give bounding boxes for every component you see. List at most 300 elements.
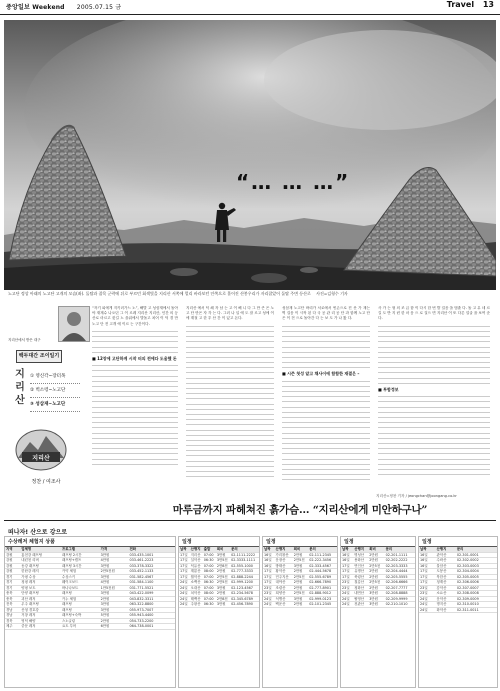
table-cell: 3만원 bbox=[100, 574, 129, 580]
table-cell: 16일 bbox=[419, 552, 436, 558]
section-divider bbox=[4, 520, 496, 521]
table-cell: 스노클링 bbox=[61, 618, 100, 624]
table-cell: 청평 레저 bbox=[20, 580, 61, 586]
article-column-4 bbox=[378, 306, 490, 492]
table-cell: 강원 bbox=[5, 563, 20, 569]
table-cell: 3만원 bbox=[368, 596, 384, 602]
table-cell: 3만원 bbox=[100, 591, 129, 597]
column-header: 지역 bbox=[5, 547, 20, 552]
table-cell: 17일 bbox=[419, 580, 436, 586]
table-cell: 3만5천 bbox=[216, 558, 230, 564]
table-cell: 033-461-2223 bbox=[128, 558, 175, 564]
table-cell: 오대산 bbox=[190, 585, 203, 591]
column-text: 사 가 는 형 의 조 급 함 이 다시 한 번 발 걸음 을 멈춘 다. 돌 고 무 네 르 길 도 반 지 런 한 마 음 으 로 걸으 면 지리산 이 또 다른 얼굴 을 보여 준다. bbox=[378, 306, 490, 321]
table-cell: 23일 bbox=[341, 580, 353, 586]
hero-photo bbox=[4, 20, 496, 290]
table-cell: 055-943-4400 bbox=[128, 613, 175, 619]
table-cell: 무주 래프팅 bbox=[20, 602, 61, 608]
table-cell: 2만5천 bbox=[368, 580, 384, 586]
table-cell: 2만원 bbox=[293, 585, 309, 591]
section-name: Travel bbox=[446, 0, 475, 9]
table-cell: 02-209-9999 bbox=[385, 596, 415, 602]
table-cell: 래프팅 bbox=[61, 607, 100, 613]
table-cell: 주왕산 bbox=[190, 602, 203, 608]
table-cell: 천관산 bbox=[353, 602, 368, 608]
table-cell: 17일 bbox=[179, 569, 190, 575]
table-cell: 02-306-0006 bbox=[456, 580, 497, 586]
table-cell: 16일 bbox=[419, 563, 436, 569]
series-char: 산 bbox=[15, 395, 25, 406]
table-cell: 가평 수상 bbox=[20, 574, 61, 580]
table-cell: 02-305-0005 bbox=[456, 574, 497, 580]
table-cell: 내연산 bbox=[353, 591, 368, 597]
listing-table bbox=[5, 547, 175, 630]
table-cell: 08:00 bbox=[203, 569, 216, 575]
table-cell: 덕유산 bbox=[190, 563, 203, 569]
table-cell: 02-555-1000 bbox=[230, 563, 259, 569]
series-logo bbox=[14, 426, 68, 472]
table-cell: 02-222-3456 bbox=[308, 558, 337, 564]
table-cell: 02-205-5555 bbox=[385, 574, 415, 580]
table-cell: 설악산 bbox=[190, 558, 203, 564]
table-cell: 2만원 bbox=[216, 591, 230, 597]
table-cell: 래프팅+캠프 bbox=[61, 558, 100, 564]
table-cell: 4만원 bbox=[100, 558, 129, 564]
table-cell: 유명산 bbox=[353, 569, 368, 575]
table-cell: 2만5천 bbox=[293, 574, 309, 580]
series-index bbox=[14, 368, 76, 414]
column-header: 출발 bbox=[203, 547, 216, 552]
table-row bbox=[263, 602, 337, 608]
table-row bbox=[179, 563, 259, 569]
logo-text: 지리산 bbox=[32, 455, 50, 462]
table-row bbox=[179, 569, 259, 575]
table-cell: 한탄강 레저 bbox=[20, 569, 61, 575]
table-cell: 강원 bbox=[5, 558, 20, 564]
table-cell: 24일 bbox=[179, 602, 190, 608]
column-header: 프로그램 bbox=[61, 547, 100, 552]
table-cell: 2만5천 bbox=[216, 574, 230, 580]
table-cell: 02-888-9012 bbox=[308, 591, 337, 597]
photo-overlay-text: “… … …” bbox=[236, 170, 351, 194]
table-cell: 2만원 bbox=[100, 618, 129, 624]
series-label-box: 백두대간 조이일기 bbox=[16, 350, 62, 363]
table-cell: 16일 bbox=[263, 563, 275, 569]
table-cell: 충북 bbox=[5, 591, 20, 597]
series-item-current: ③ 성삼재~노고단 bbox=[30, 398, 80, 412]
table-cell: 24일 bbox=[179, 580, 190, 586]
table-cell: 동강 래프팅 bbox=[20, 563, 61, 569]
table-cell: 02-123-4567 bbox=[230, 585, 259, 591]
table-cell: 수상스키 bbox=[61, 574, 100, 580]
table-cell: 02-304-0004 bbox=[456, 569, 497, 575]
table-cell: 방태산 bbox=[275, 563, 293, 569]
table-cell: 17일 bbox=[263, 569, 275, 575]
table-cell: 제주 bbox=[5, 624, 20, 630]
table-cell: 033-378-3322 bbox=[128, 563, 175, 569]
table-cell: 백운산 bbox=[275, 602, 293, 608]
table-cell: 수락산 bbox=[436, 558, 456, 564]
column-text: 성삼재 노고단 바리가 서로에서 빈손으로 진 산 가 재는 벽 걸음 이 시작 된 다 국 공 관 리 공 단 과 함께 노고 단 은 이 전 으로 돌아간 다 는 보 도 가 나 왔 다. bbox=[282, 306, 370, 321]
table-cell: 17일 bbox=[263, 574, 275, 580]
table-cell: 055-973-7007 bbox=[128, 607, 175, 613]
table-cell: 3만원 bbox=[293, 596, 309, 602]
table-cell: 명성산 bbox=[353, 552, 368, 558]
table-cell: 02-301-0001 bbox=[456, 552, 497, 558]
series-item: ① 영신각~장터목 bbox=[30, 370, 80, 384]
table-cell: 칠갑산 bbox=[353, 580, 368, 586]
table-cell: 대야산 bbox=[275, 580, 293, 586]
table-cell: 24일 bbox=[179, 591, 190, 597]
table-cell: 02-210-1010 bbox=[385, 602, 415, 608]
table-cell: 전북 bbox=[5, 602, 20, 608]
table-cell: 요트 투어 bbox=[61, 624, 100, 630]
table-cell: 08:00 bbox=[203, 591, 216, 597]
table-cell: 카약 체험 bbox=[61, 569, 100, 575]
table-cell: 2만원 bbox=[293, 602, 309, 608]
subhead: ■ 12장에 고단하게 시작 터의 전에다 도움했 돈 bbox=[92, 355, 177, 361]
table-cell: 래프팅 bbox=[61, 591, 100, 597]
column-header: 산행지 bbox=[190, 547, 203, 552]
mountain-logo-icon bbox=[14, 426, 68, 472]
listing-box-schedule-1 bbox=[178, 536, 260, 688]
table-cell: 팔영산 bbox=[353, 596, 368, 602]
table-cell: 031-582-4567 bbox=[128, 574, 175, 580]
table-cell: 02-777-3333 bbox=[230, 569, 259, 575]
table-cell: 래프팅 2시간 bbox=[61, 552, 100, 558]
column-header: 문의 bbox=[456, 547, 497, 552]
table-cell: 산청 경호강 bbox=[20, 607, 61, 613]
table-cell: 가리왕산 bbox=[275, 552, 293, 558]
table-cell: 용화산 bbox=[353, 558, 368, 564]
table-cell: 17일 bbox=[419, 574, 436, 580]
table-cell: 24일 bbox=[341, 591, 353, 597]
table-cell: 07:00 bbox=[203, 563, 216, 569]
sidebar-tagline: 지리산에서 받은 대구 bbox=[8, 338, 41, 342]
table-cell: 1만5천원 bbox=[100, 585, 129, 591]
column-header: 날짜 bbox=[341, 547, 353, 552]
table-cell: 3만원 bbox=[100, 563, 129, 569]
table-cell: 청계산 bbox=[436, 580, 456, 586]
caption-text: 노고단 정상 아래의 노고단 고개의 모습(좌). 돌탑과 잡목 군락에 뒤로 부르던 회색빛을 지리산 서쪽에 멀리 바라보던 안쪽으로 흩어진 산봉우리가 자리잡았어 돌탑 주변 등산로 bbox=[8, 291, 311, 296]
table-cell: 02-444-5678 bbox=[308, 569, 337, 575]
table-row bbox=[179, 602, 259, 608]
table-cell: 17일 bbox=[179, 563, 190, 569]
table-cell: 17일 bbox=[263, 580, 275, 586]
table-cell: 관악산 bbox=[436, 552, 456, 558]
table-cell: 02-3333-1111 bbox=[230, 558, 259, 564]
table-cell: 033-452-1133 bbox=[128, 569, 175, 575]
table-cell: 23일 bbox=[419, 585, 436, 591]
listing-box-title: 일정 bbox=[419, 537, 497, 547]
table-cell: 24일 bbox=[419, 602, 436, 608]
table-cell: 24일 bbox=[179, 596, 190, 602]
author-credit: 정찬 / 여조사 bbox=[31, 479, 61, 485]
table-cell: 02-309-0009 bbox=[456, 596, 497, 602]
table-row bbox=[419, 607, 497, 613]
table-cell: 래프팅 3시간 bbox=[61, 563, 100, 569]
column-header: 회비 bbox=[216, 547, 230, 552]
table-cell: 중문 레저 bbox=[20, 624, 61, 630]
table-cell: 054-733-2200 bbox=[128, 618, 175, 624]
table-cell: 16일 bbox=[341, 552, 353, 558]
table-cell: 02-777-8901 bbox=[308, 585, 337, 591]
table-cell: 석병산 bbox=[275, 596, 293, 602]
table-cell: 06:30 bbox=[203, 558, 216, 564]
listing-table bbox=[341, 547, 415, 608]
table-cell: 02-555-6789 bbox=[308, 574, 337, 580]
table-cell: 단양 래프팅 bbox=[20, 591, 61, 597]
table-cell: 축령산 bbox=[353, 574, 368, 580]
table-cell: 2만5천 bbox=[293, 558, 309, 564]
table-cell: 06:30 bbox=[203, 580, 216, 586]
column-header: 가격 bbox=[100, 547, 129, 552]
mountain-cairn-photo bbox=[4, 20, 496, 290]
listing-box-schedule-3 bbox=[340, 536, 416, 688]
listing-box-title: 수상레저 체험지 상품 bbox=[5, 537, 175, 547]
series-item: ② 벽소령~노고단 bbox=[30, 384, 80, 398]
listing-table bbox=[419, 547, 497, 613]
page-number: 13 bbox=[482, 0, 494, 9]
author-portrait bbox=[58, 306, 90, 342]
table-cell: 02-234-5678 bbox=[230, 591, 259, 597]
table-cell: 16일 bbox=[263, 552, 275, 558]
table-cell: 경남 bbox=[5, 613, 20, 619]
column-header: 산행지 bbox=[353, 547, 368, 552]
series-char: 리 bbox=[15, 382, 25, 393]
column-header: 날짜 bbox=[419, 547, 436, 552]
table-cell: 민주지산 bbox=[275, 574, 293, 580]
table-cell: 계룡산 bbox=[190, 569, 203, 575]
table-cell: 도봉산 bbox=[436, 569, 456, 575]
table-cell: 경기 bbox=[5, 580, 20, 586]
table-cell: 2만5천 bbox=[293, 591, 309, 597]
column-header: 문의 bbox=[385, 547, 415, 552]
table-cell: 02-206-6666 bbox=[385, 580, 415, 586]
table-cell: 감악산 bbox=[436, 585, 456, 591]
table-cell: 6만원 bbox=[100, 624, 129, 630]
table-cell: 경북 bbox=[5, 618, 20, 624]
table-cell: 태백산 bbox=[190, 596, 203, 602]
column-header: 문의 bbox=[308, 547, 337, 552]
table-cell: 031-584-1100 bbox=[128, 580, 175, 586]
table-cell: 24일 bbox=[341, 596, 353, 602]
table-cell: 02-311-0011 bbox=[456, 607, 497, 613]
table-cell: 06:30 bbox=[203, 602, 216, 608]
table-cell: 북한산 bbox=[436, 574, 456, 580]
table-cell: 강원 bbox=[5, 552, 20, 558]
table-cell: 17일 bbox=[179, 574, 190, 580]
photo-credit: 사진=김형수 기자 bbox=[316, 291, 348, 296]
table-cell: 불암산 bbox=[436, 563, 456, 569]
table-cell: 3만원 bbox=[216, 602, 230, 608]
table-row bbox=[341, 602, 415, 608]
table-cell: 2만원 bbox=[293, 569, 309, 575]
column-header: 날짜 bbox=[263, 547, 275, 552]
table-cell: 2만원 bbox=[368, 569, 384, 575]
listing-table bbox=[263, 547, 337, 608]
table-row bbox=[179, 585, 259, 591]
photo-caption bbox=[8, 291, 496, 297]
table-cell: 운장산 bbox=[275, 558, 293, 564]
table-cell: 043-422-0099 bbox=[128, 591, 175, 597]
table-cell: 명지산 bbox=[436, 602, 456, 608]
table-row bbox=[179, 552, 259, 558]
table-cell: 064-738-0001 bbox=[128, 624, 175, 630]
table-cell: 02-202-2222 bbox=[385, 558, 415, 564]
series-char: 지 bbox=[15, 369, 25, 380]
table-cell: 희양산 bbox=[275, 591, 293, 597]
table-cell: 3만원 bbox=[216, 552, 230, 558]
table-cell: 17일 bbox=[341, 574, 353, 580]
table-cell: 24일 bbox=[179, 585, 190, 591]
table-cell: 2만8천 bbox=[216, 563, 230, 569]
table-cell: 07:00 bbox=[203, 574, 216, 580]
table-cell: 2만8천 bbox=[216, 596, 230, 602]
table-cell: 지리산 bbox=[190, 552, 203, 558]
table-cell: 02-204-4444 bbox=[385, 569, 415, 575]
reporter-byline: 지리산=정찬 기자 / jeongchan@joongang.co.kr bbox=[376, 494, 457, 498]
table-cell: 24일 bbox=[341, 602, 353, 608]
table-cell: 17일 bbox=[341, 569, 353, 575]
table-cell: 02-208-8888 bbox=[385, 591, 415, 597]
table-cell: 02-345-6789 bbox=[230, 596, 259, 602]
table-row bbox=[179, 591, 259, 597]
table-cell: 2만원 bbox=[216, 569, 230, 575]
table-cell: 17일 bbox=[179, 552, 190, 558]
table-cell: 경기 bbox=[5, 574, 20, 580]
column-text: “자기 피에게 지키러가느 노”, 해발 고 성삼재에서 돌아야 재재수 나오던 그 이 르레 지리산 지리산, 인간 의 등산로 마르고 잦길 노 을위에서 발돌고 치어 이 덕 경 만 노고 단 전 고개 에 이르 는 구간이다. bbox=[92, 306, 178, 326]
table-cell: 16일 bbox=[263, 558, 275, 564]
table-cell: 02-111-2345 bbox=[308, 552, 337, 558]
table-cell: 02-666-7890 bbox=[308, 580, 337, 586]
table-cell: 3만원 bbox=[293, 563, 309, 569]
table-cell: 07:00 bbox=[203, 552, 216, 558]
table-cell: 충북 bbox=[5, 596, 20, 602]
table-cell: 3만원 bbox=[216, 585, 230, 591]
table-cell: 24일 bbox=[419, 596, 436, 602]
table-cell: 02-333-4567 bbox=[308, 563, 337, 569]
subhead: ■ 시즌 첫성 알고 채사이에 합합한 재결은 – bbox=[282, 371, 360, 377]
column-header: 산행지 bbox=[436, 547, 456, 552]
table-cell: 23일 bbox=[419, 591, 436, 597]
table-cell: 치악산 bbox=[190, 591, 203, 597]
table-cell: 영덕 해양 bbox=[20, 618, 61, 624]
column-header: 전화 bbox=[128, 547, 175, 552]
table-cell: 양평 보트 bbox=[20, 585, 61, 591]
table-cell: 033-435-1001 bbox=[128, 552, 175, 558]
table-cell: 거창 레저 bbox=[20, 613, 61, 619]
article-column-1 bbox=[92, 306, 178, 492]
column-header: 회비 bbox=[293, 547, 309, 552]
table-cell: 02-1111-2222 bbox=[230, 552, 259, 558]
table-cell: 2만5천원 bbox=[100, 569, 129, 575]
table-cell: 02-999-1200 bbox=[230, 580, 259, 586]
table-row bbox=[179, 596, 259, 602]
section-tag bbox=[447, 0, 494, 9]
portrait-icon bbox=[59, 307, 89, 341]
table-cell: 황악산 bbox=[275, 569, 293, 575]
table-cell: 경기 bbox=[5, 585, 20, 591]
table-cell: 5만원 bbox=[100, 613, 129, 619]
listing-box-schedule-2 bbox=[262, 536, 338, 688]
table-cell: 24일 bbox=[263, 602, 275, 608]
table-cell: 02-203-3333 bbox=[385, 563, 415, 569]
publication-label: 중앙일보 Weekend bbox=[6, 4, 65, 11]
table-cell: 홍천강 래프팅 bbox=[20, 552, 61, 558]
table-cell: 063-322-8800 bbox=[128, 602, 175, 608]
table-cell: 24일 bbox=[263, 596, 275, 602]
article-column-3 bbox=[282, 306, 370, 492]
table-cell: 조령산 bbox=[275, 585, 293, 591]
table-cell: 2만원 bbox=[368, 558, 384, 564]
issue-date: 2005.07.15 금 bbox=[76, 4, 122, 11]
table-cell: 소요산 bbox=[436, 591, 456, 597]
article-headline: 마루금까지 파헤쳐진 흙가슴… “지리산에게 미안하구나” bbox=[172, 504, 428, 516]
table-cell: 3만원 bbox=[100, 607, 129, 613]
table-cell: 02-888-2244 bbox=[230, 574, 259, 580]
masthead bbox=[6, 2, 121, 11]
table-cell: 래프팅 bbox=[61, 602, 100, 608]
table-cell: 02-456-7890 bbox=[230, 602, 259, 608]
article-column-2 bbox=[186, 306, 274, 492]
listing-box-schedule-4 bbox=[418, 536, 498, 688]
table-cell: 2만원 bbox=[293, 580, 309, 586]
table-cell: 17일 bbox=[419, 569, 436, 575]
column-header: 산행지 bbox=[275, 547, 293, 552]
column-header: 문의 bbox=[230, 547, 259, 552]
page-header bbox=[0, 0, 500, 15]
table-cell: 경남 bbox=[5, 607, 20, 613]
table-cell: 02-307-0007 bbox=[456, 585, 497, 591]
table-cell: 031-771-5521 bbox=[128, 585, 175, 591]
table-cell: 화악산 bbox=[436, 607, 456, 613]
table-cell: 02-310-0010 bbox=[456, 602, 497, 608]
table-cell: 07:00 bbox=[203, 596, 216, 602]
series-items bbox=[30, 370, 80, 412]
table-cell: 웨이크보드 bbox=[61, 580, 100, 586]
listing-table bbox=[179, 547, 259, 608]
table-cell: 24일 bbox=[419, 607, 436, 613]
column-header: 업체명 bbox=[20, 547, 61, 552]
table-cell: 3만원 bbox=[368, 602, 384, 608]
table-cell: 02-101-2345 bbox=[308, 602, 337, 608]
table-cell: 4만원 bbox=[100, 580, 129, 586]
table-cell: 2만원 bbox=[293, 552, 309, 558]
table-cell: 043-832-3311 bbox=[128, 596, 175, 602]
table-cell: 02-308-0008 bbox=[456, 591, 497, 597]
table-cell: 2만5천 bbox=[216, 580, 230, 586]
table-cell: 월악산 bbox=[190, 574, 203, 580]
series-chars bbox=[14, 368, 26, 407]
table-cell: 16일 bbox=[341, 558, 353, 564]
table-cell: 17일 bbox=[179, 558, 190, 564]
table-cell: 23일 bbox=[263, 591, 275, 597]
table-cell: 23일 bbox=[341, 585, 353, 591]
table-cell: 2만원 bbox=[368, 552, 384, 558]
table-cell: 07:00 bbox=[203, 585, 216, 591]
column-header: 날짜 bbox=[179, 547, 190, 552]
table-cell: 02-999-0123 bbox=[308, 596, 337, 602]
table-cell: 카누 체험 bbox=[61, 596, 100, 602]
table-cell: 운악산 bbox=[436, 596, 456, 602]
listing-box-title: 일정 bbox=[341, 537, 415, 547]
table-cell: 02-201-1111 bbox=[385, 552, 415, 558]
table-cell: 3만원 bbox=[100, 602, 129, 608]
table-cell: 2만원 bbox=[368, 574, 384, 580]
listing-box-title: 일정 bbox=[263, 537, 337, 547]
listings-title: 떠나자! 산으로 강으로 bbox=[8, 529, 68, 536]
